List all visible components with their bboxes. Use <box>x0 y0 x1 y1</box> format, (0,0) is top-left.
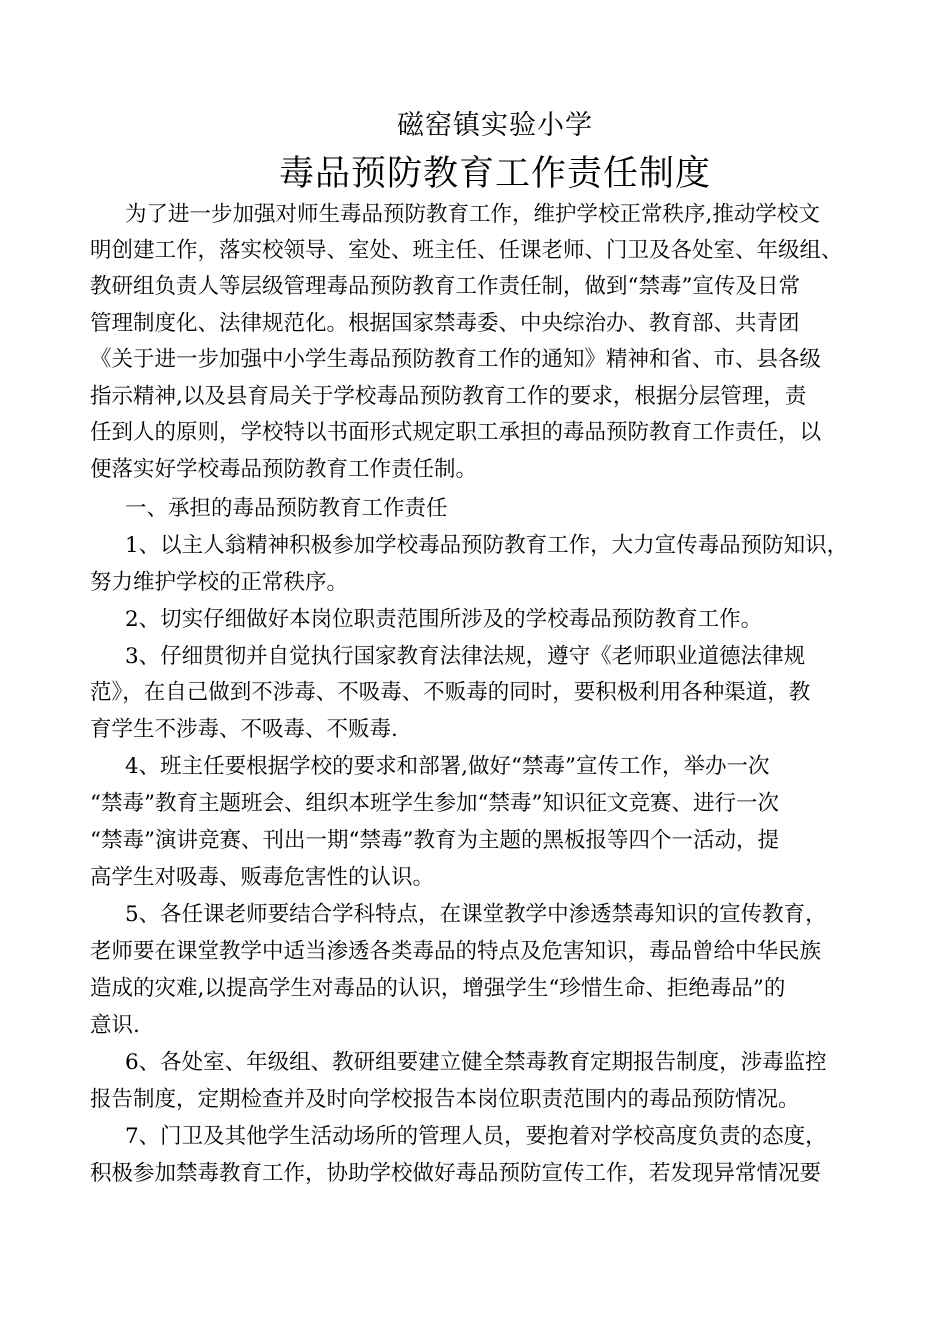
school-name: 磁窑镇实验小学 <box>397 110 593 141</box>
paragraph-line: 意识. <box>90 1013 140 1038</box>
section-heading: 一、承担的毒品预防教育工作责任 <box>125 496 448 521</box>
paragraph-line: 老师要在课堂教学中适当渗透各类毒品的特点及危害知识，毒品曾给中华民族 <box>90 939 822 964</box>
paragraph-line: 3、仔细贯彻并自觉执行国家教育法律法规，遵守《老师职业道德法律规 <box>125 644 806 669</box>
paragraph-line: 明创建工作，落实校领导、室处、班主任、任课老师、门卫及各处室、年级组、 <box>90 238 843 263</box>
paragraph-line: “禁毒”教育主题班会、组织本班学生参加“禁毒”知识征文竞赛、进行一次 <box>90 791 779 816</box>
paragraph-line: 4、班主任要根据学校的要求和部署,做好“禁毒”宣传工作，举办一次 <box>125 754 770 779</box>
paragraph-line: 高学生对吸毒、贩毒危害性的认识。 <box>90 865 435 890</box>
document-title: 毒品预防教育工作责任制度 <box>278 154 711 194</box>
paragraph-line: 2、切实仔细做好本岗位职责范围所涉及的学校毒品预防教育工作。 <box>125 607 763 632</box>
paragraph-line: 指示精神,以及县育局关于学校毒品预防教育工作的要求，根据分层管理，责 <box>90 384 807 409</box>
paragraph-line: “禁毒”演讲竞赛、刊出一期“禁毒”教育为主题的黑板报等四个一活动，提 <box>90 828 779 853</box>
paragraph-line: 便落实好学校毒品预防教育工作责任制。 <box>90 457 478 482</box>
paragraph-line: 5、各任课老师要结合学科特点，在课堂教学中渗透禁毒知识的宣传教育， <box>125 902 827 927</box>
paragraph-line: 7、门卫及其他学生活动场所的管理人员，要抱着对学校高度负责的态度， <box>125 1124 827 1149</box>
paragraph-line: 育学生不涉毒、不吸毒、不贩毒. <box>90 717 398 742</box>
paragraph-line: 范》，在自己做到不涉毒、不吸毒、不贩毒的同时，要积极利用各种渠道，教 <box>90 680 811 705</box>
paragraph-line: 任到人的原则，学校特以书面形式规定职工承担的毒品预防教育工作责任，以 <box>90 420 822 445</box>
paragraph-line: 管理制度化、法律规范化。根据国家禁毒委、中央综治办、教育部、共青团 <box>90 311 800 336</box>
paragraph-line: 为了进一步加强对师生毒品预防教育工作，维护学校正常秩序,推动学校文 <box>125 202 820 227</box>
paragraph-line: 教研组负责人等层级管理毒品预防教育工作责任制，做到“禁毒”宣传及日常 <box>90 274 800 299</box>
paragraph-line: 努力维护学校的正常秩序。 <box>90 570 349 595</box>
paragraph-line: 积极参加禁毒教育工作，协助学校做好毒品预防宣传工作，若发现异常情况要 <box>90 1161 822 1186</box>
paragraph-line: 造成的灾难,以提高学生对毒品的认识，增强学生“珍惜生命、拒绝毒品”的 <box>90 976 786 1001</box>
paragraph-line: 《关于进一步加强中小学生毒品预防教育工作的通知》精神和省、市、县各级 <box>90 347 822 372</box>
paragraph-line: 报告制度，定期检查并及时向学校报告本岗位职责范围内的毒品预防情况。 <box>90 1087 800 1112</box>
paragraph-line: 6、各处室、年级组、教研组要建立健全禁毒教育定期报告制度，涉毒监控 <box>125 1050 827 1075</box>
paragraph-line: 1、以主人翁精神积极参加学校毒品预防教育工作，大力宣传毒品预防知识， <box>125 533 849 558</box>
